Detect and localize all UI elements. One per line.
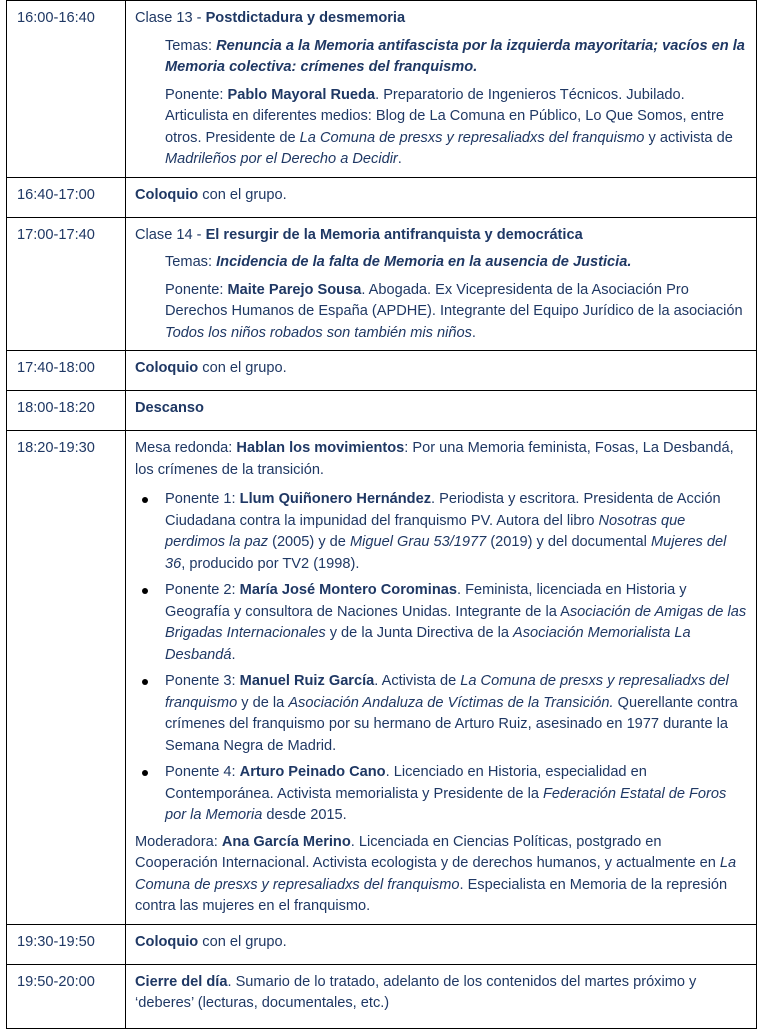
bullet-icon <box>142 679 148 685</box>
ponente-name: Pablo Mayoral Rueda <box>227 86 376 103</box>
content-cell: Descanso <box>126 391 757 431</box>
ponente-name: Maite Parejo Sousa <box>227 281 362 298</box>
temas-paragraph: Temas: Renuncia a la Memoria antifascista por la izquierda mayoritaria; vacíos en la Memoria colectiva: crímenes del franquismo. <box>165 37 745 75</box>
table-row <box>7 431 757 925</box>
list-item: Ponente 2: María José Montero Corominas. Feminista, licenciada en Historia y Geografía y consultora de Naciones Unidas. Integrante de la Asociación de Amigas de las Brigadas Internacionales y de la Junta Directiva de la Asociación Memorialista La Desbandá. <box>135 580 748 666</box>
temas-paragraph: Temas: Incidencia de la falta de Memoria en la ausencia de Justicia. <box>165 254 632 270</box>
table-row <box>7 217 757 351</box>
class-heading: Clase 13 - Postdictadura y desmemoria <box>135 10 406 26</box>
time-cell: 19:50-20:00 <box>7 964 126 1028</box>
content-cell: Cierre del día. Sumario de lo tratado, adelanto de los contenidos del martes próximo y ‘deberes’ (lecturas, documentales, etc.) <box>126 964 757 1028</box>
content-cell: Coloquio con el grupo. <box>126 924 757 964</box>
table-row <box>7 964 757 1028</box>
schedule-page <box>6 0 757 1029</box>
ponente-paragraph: Ponente: Pablo Mayoral Rueda. Preparatorio de Ingenieros Técnicos. Jubilado. Articulista en diferentes medios: Blog de La Comuna en Público, Lo Que Somos, entre otros. Presidente de La Comuna de presxs y represaliadxs del franquismo y activista de Madrileños por el Derecho a Decidir. <box>165 86 733 167</box>
ponente-paragraph: Ponente: Maite Parejo Sousa. Abogada. Ex Vicepresidenta de la Asociación Pro Derechos Humanos de España (APDHE). Integrante del Equipo Jurídico de la asociación Todos los niños robados son también mis niños. <box>165 281 743 341</box>
content-cell <box>126 217 757 351</box>
content-cell <box>126 431 757 925</box>
table-row <box>7 391 757 431</box>
time-cell: 16:40-17:00 <box>7 177 126 217</box>
content-cell: Coloquio con el grupo. <box>126 351 757 391</box>
schedule-table <box>6 0 757 1029</box>
mesa-redonda-paragraph: Mesa redonda: Hablan los movimientos: Por una Memoria feminista, Fosas, La Desbandá, los crímenes de la transición. <box>135 440 734 478</box>
time-cell: 16:00-16:40 <box>7 1 126 178</box>
time-cell: 17:00-17:40 <box>7 217 126 351</box>
list-item: Ponente 1: Llum Quiñonero Hernández. Periodista y escritora. Presidenta de Acción Ciudadana contra la impunidad del franquismo PV. Autora del libro Nosotras que perdimos la paz (2005) y de Miguel Grau 53/1977 (2019) y del documental Mujeres del 36, producido por TV2 (1998). <box>135 489 748 575</box>
content-cell: Coloquio con el grupo. <box>126 177 757 217</box>
time-cell: 18:20-19:30 <box>7 431 126 925</box>
class-title: El resurgir de la Memoria antifranquista y democrática <box>205 226 583 243</box>
class-heading: Clase 14 - El resurgir de la Memoria antifranquista y democrática <box>135 226 583 243</box>
moderadora-paragraph: Moderadora: Ana García Merino. Licenciada en Ciencias Políticas, postgrado en Cooperación Internacional. Activista ecologista y de derechos humanos, y actualmente en La Comuna de presxs y represaliadxs del franquismo. Especialista en Memoria de la represión contra las mujeres en el franquismo. <box>135 833 737 914</box>
time-cell: 17:40-18:00 <box>7 351 126 391</box>
ponentes-list <box>135 489 748 827</box>
list-item: Ponente 3: Manuel Ruiz García. Activista de La Comuna de presxs y represaliadxs del franquismo y de la Asociación Andaluza de Víctimas de la Transición. Querellante contra crímenes del franquismo por su hermano de Arturo Ruiz, asesinado en 1977 durante la Semana Negra de Madrid. <box>135 671 748 757</box>
bullet-icon <box>142 770 148 776</box>
content-cell <box>126 1 757 178</box>
table-row <box>7 924 757 964</box>
table-row <box>7 177 757 217</box>
bullet-icon <box>142 497 148 503</box>
table-row <box>7 1 757 178</box>
list-item: Ponente 4: Arturo Peinado Cano. Licenciado en Historia, especialidad en Contemporánea. Activista memorialista y Presidente de la Federación Estatal de Foros por la Memoria desde 2015. <box>135 762 748 827</box>
time-cell: 19:30-19:50 <box>7 924 126 964</box>
table-row <box>7 351 757 391</box>
bullet-icon <box>142 588 148 594</box>
mesa-title: Hablan los movimientos <box>236 440 405 456</box>
class-title: Postdictadura y desmemoria <box>205 10 406 26</box>
time-cell: 18:00-18:20 <box>7 391 126 431</box>
